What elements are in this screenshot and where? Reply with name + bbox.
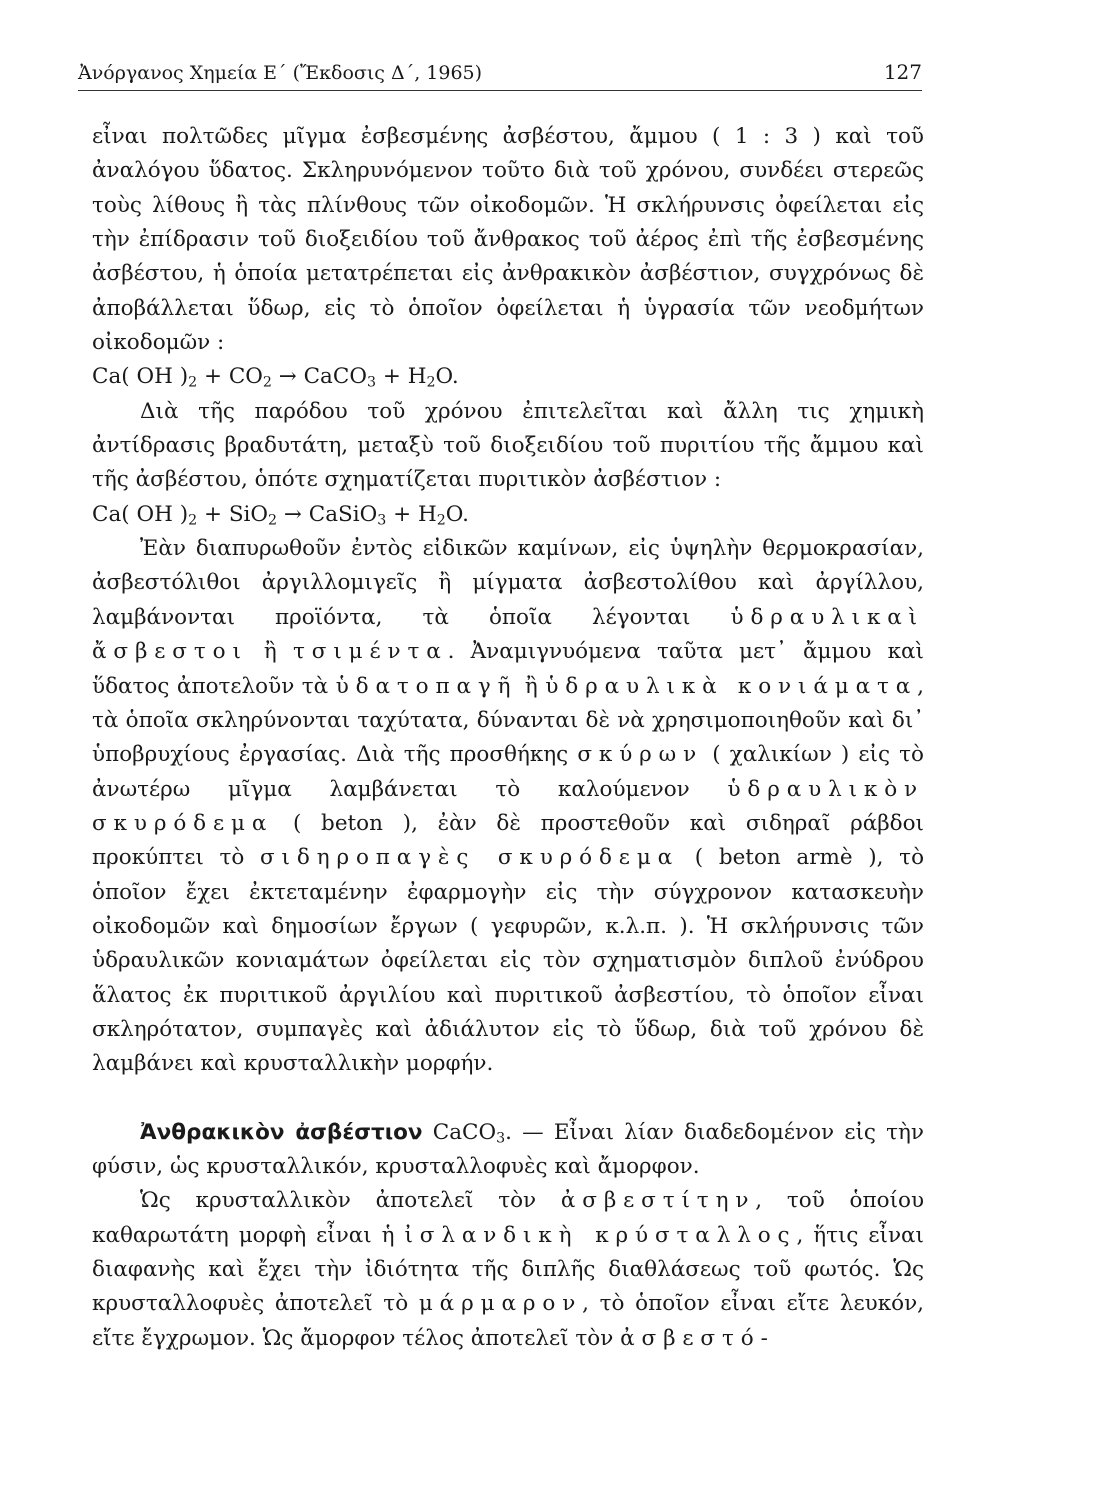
eq-term: CaCO — [303, 364, 367, 390]
eq-subscript: 3 — [366, 374, 376, 391]
text-run: ( beton armè ), τὸ ὁποῖον ἔχει ἐκτεταμένην ἐφαρμογὴν εἰς τὴν σύγχρονον κατασκευὴν οἰκοδομῶν καὶ δημοσίων ἔργων ( γεφυρῶν, κ.λ.π. ). Ἡ σκλήρυνσις τῶν ὑδραυλικῶν κονιαμάτων ὀφείλεται εἰς τὸν σχηματισμὸν διπλοῦ ἐνύδρου ἅλατος ἐκ πυριτικοῦ ἀργιλίου καὶ πυριτικοῦ ἀσβεστίου, τὸ ὁποῖον εἶναι σκληρότατον, συμπαγὲς καὶ ἀδιάλυτον εἰς τὸ ὕδωρ, διὰ τοῦ χρόνου δὲ λαμβάνει καὶ κρυσταλλικὴν μορφήν. — [92, 845, 925, 1077]
eq-operator: + — [197, 364, 229, 390]
text-run: , τὸ ὁποῖον εἶναι εἴτε λευκόν, εἴτε ἔγχρωμον. Ὡς ἄμορφον τέλος ἀποτελεῖ τὸν — [92, 1291, 924, 1351]
running-header — [78, 44, 922, 91]
eq-subscript: 2 — [436, 512, 446, 529]
spaced-term: μάρμαρον — [418, 1291, 583, 1317]
eq-term: H — [417, 501, 437, 527]
formula: CaCO — [422, 1119, 497, 1145]
formula-subscript: 3 — [496, 1130, 506, 1147]
section-gap — [92, 1082, 924, 1116]
text-run: ἢ — [517, 673, 546, 699]
text-run: ἢ — [247, 639, 293, 665]
eq-term: CaSiO — [308, 501, 378, 527]
spaced-term: σιδηροπαγὲς σκυρόδεμα — [260, 845, 680, 871]
equation-silicate — [92, 498, 924, 532]
eq-arrow: → — [277, 501, 309, 527]
text-run: , τοῦ ὁποίου καθαρωτάτη μορφὴ εἶναι ἡ — [92, 1188, 925, 1248]
eq-term: Ca( OH ) — [92, 364, 189, 390]
text-run: . — Εἶναι λίαν διαδεδομένον εἰς τὴν φύσιν, ὡς κρυσταλλικόν, κρυσταλλοφυὲς καὶ ἄμορφον. — [92, 1119, 924, 1179]
section-heading: Ἀνθρακικὸν ἀσβέστιον — [140, 1119, 423, 1145]
equation-carbonation — [92, 360, 924, 394]
eq-term: O. — [435, 364, 459, 390]
book-title: Ἀνόργανος Χημεία Ε΄ (Ἔκδοσις Δ΄, 1965) — [78, 62, 483, 84]
eq-operator: + — [197, 501, 229, 527]
spaced-term: ἀσβεστό- — [620, 1325, 775, 1351]
eq-term: SiO — [228, 501, 269, 527]
text-run: ( χαλικίων ) εἰς τὸ ἀνωτέρω μῖγμα λαμβάνεται τὸ καλούμενον — [92, 742, 924, 802]
text-run: , ἥτις εἶναι διαφανὴς καὶ ἔχει τὴν ἰδιότητα τῆς διπλῆς διαθλάσεως τοῦ φωτός. Ὡς κρυσταλλοφυὲς ἀποτελεῖ τὸ — [92, 1222, 924, 1317]
spaced-term: ἰσλανδικὴ κρύσταλλος — [404, 1222, 797, 1248]
spaced-term: ὑδραυλικὸν σκυρόδεμα — [92, 776, 924, 836]
page-number: 127 — [883, 60, 922, 84]
eq-term: CO — [228, 364, 263, 390]
text-run: ( beton ), ἐὰν δὲ προστεθοῦν καὶ σιδηραῖ ράβδοι προκύπτει τὸ — [92, 810, 924, 871]
eq-subscript: 3 — [377, 512, 387, 529]
eq-operator: + — [386, 501, 418, 527]
spaced-term: ὑδραυλικὰ κονιάματα — [545, 673, 918, 699]
spaced-term: ὑδατοπαγῆ — [335, 673, 518, 699]
eq-arrow: → — [271, 364, 304, 390]
spaced-term: τσιμέντα — [292, 639, 448, 665]
spaced-term: σκύρων — [577, 742, 704, 768]
paragraph-hydraulic-lime — [92, 532, 924, 1082]
eq-operator: + — [376, 364, 408, 390]
text-run: . Ἀναμιγνυόμενα ταῦτα μετ᾽ ἄμμου καὶ ὕδατος ἀποτελοῦν τὰ — [92, 639, 924, 699]
spaced-term: ὑδραυλικαὶ ἄσβεστοι — [92, 604, 924, 665]
body-text — [92, 120, 924, 1356]
paragraph-silicate: Διὰ τῆς παρόδου τοῦ χρόνου ἐπιτελεῖται καὶ ἄλλη τις χημικὴ ἀντίδρασις βραδυτάτη, μεταξὺ τοῦ διοξειδίου τοῦ πυριτίου τῆς ἄμμου καὶ τῆς ἀσβέστου, ὁπότε σχηματίζεται πυριτικὸν ἀσβέστιον : — [92, 398, 924, 493]
spaced-term: ἀσβεστίτην — [560, 1188, 756, 1214]
eq-term: O. — [445, 501, 469, 527]
text-run: , τὰ ὁποῖα σκληρύνονται ταχύτατα, δύνανται δὲ νὰ χρησιμοποιηθοῦν καὶ δι᾽ ὑποβρυχίους ἐργασίας. Διὰ τῆς προσθήκης — [92, 673, 924, 768]
text-run: Ὡς κρυσταλλικὸν ἀποτελεῖ τὸν — [140, 1188, 561, 1214]
eq-subscript: 2 — [268, 512, 278, 529]
eq-term: H — [407, 364, 427, 390]
eq-subscript: 2 — [426, 374, 436, 391]
paragraph-crystalline-forms — [92, 1184, 924, 1356]
eq-subscript: 2 — [188, 374, 198, 391]
paragraph-mortar: εἶναι πολτῶδες μῖγμα ἐσβεσμένης ἀσβέστου, ἄμμου ( 1 : 3 ) καὶ τοῦ ἀναλόγου ὕδατος. Σκληρυνόμενον τοῦτο διὰ τοῦ χρόνου, συνδέει στερεῶς τοὺς λίθους ἢ τὰς πλίνθους τῶν οἰκοδομῶν. Ἡ σκλήρυνσις ὀφείλεται εἰς τὴν ἐπίδρασιν τοῦ διοξειδίου τοῦ ἄνθρακος τοῦ ἀέρος ἐπὶ τῆς ἐσβεσμένης ἀσβέστου, ἡ ὁποία μετατρέπεται εἰς ἀνθρακικὸν ἀσβέστιον, συγχρόνως δὲ ἀποβάλλεται ὕδωρ, εἰς τὸ ὁποῖον ὀφείλεται ἡ ὑγρασία τῶν νεοδμήτων οἰκοδομῶν : — [92, 124, 924, 356]
eq-subscript: 2 — [188, 512, 198, 529]
eq-term: Ca( OH ) — [92, 501, 189, 527]
paragraph-calcium-carbonate — [92, 1116, 924, 1185]
eq-subscript: 2 — [262, 374, 272, 391]
text-run: Ἐὰν διαπυρωθοῦν ἐντὸς εἰδικῶν καμίνων, εἰς ὑψηλὴν θερμοκρασίαν, ἀσβεστόλιθοι ἀργιλλομιγεῖς ἢ μίγματα ἀσβεστολίθου καὶ ἀργίλλου, λαμβάνονται προϊόντα, τὰ ὁποῖα λέγονται — [92, 536, 924, 630]
